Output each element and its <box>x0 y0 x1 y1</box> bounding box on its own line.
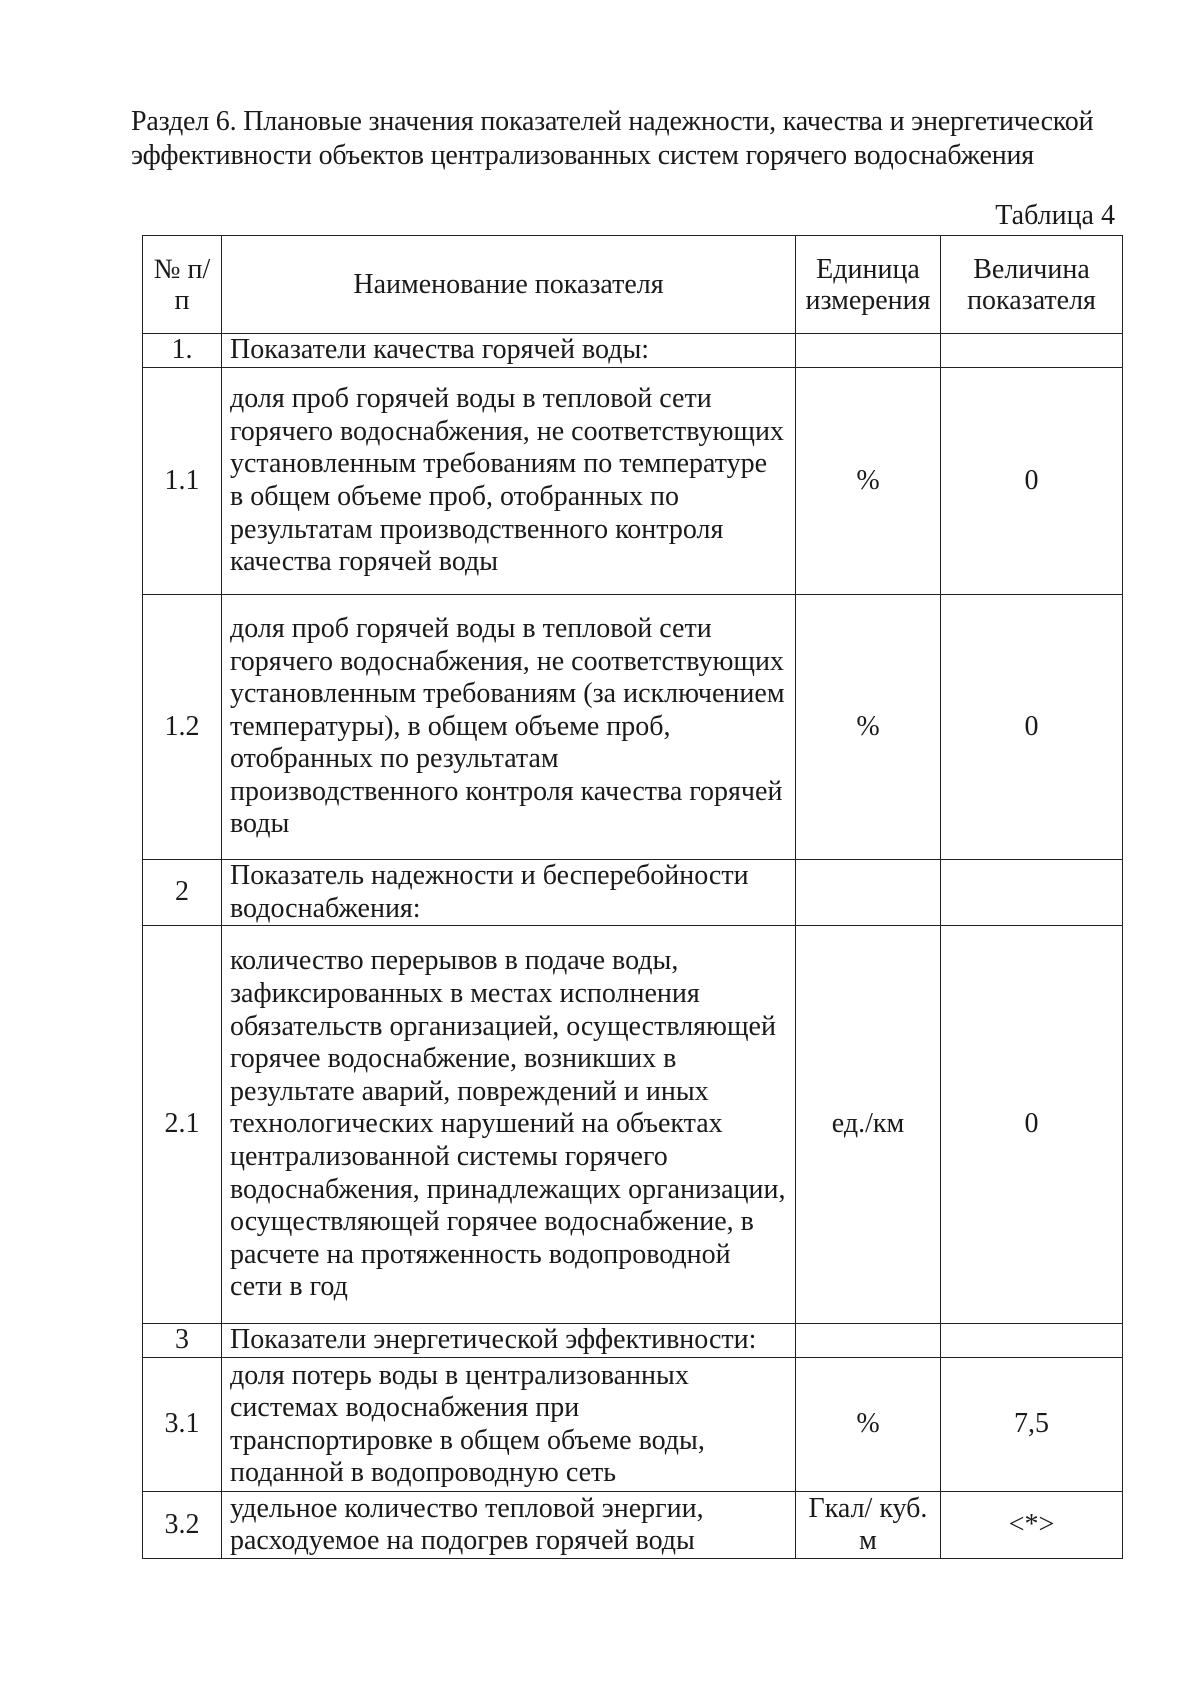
table-row <box>143 334 1123 368</box>
indicator-unit: Гкал/ куб. м <box>796 1492 941 1559</box>
indicator-name: доля проб горячей воды в тепловой сети горячего водоснабжения, не соответствующих установленным требованиям по температуре в общем объеме проб, отобранных по результатам производственного контроля качества горячей воды <box>222 368 796 595</box>
table-number: Таблица 4 <box>995 200 1115 231</box>
row-number: 3 <box>143 1324 222 1358</box>
indicator-unit <box>796 860 941 926</box>
indicator-value: 0 <box>941 368 1123 595</box>
row-number: 1.2 <box>143 595 222 860</box>
table-row <box>143 926 1123 1324</box>
indicator-value: 7,5 <box>941 1358 1123 1492</box>
indicators-table <box>142 235 1123 1559</box>
table-row <box>143 1492 1123 1559</box>
indicator-unit: % <box>796 1358 941 1492</box>
indicator-name: доля проб горячей воды в тепловой сети горячего водоснабжения, не соответствующих установленным требованиям (за исключением температуры), в общем объеме проб, отобранных по результатам производственного контроля качества горячей воды <box>222 595 796 860</box>
table-row <box>143 368 1123 595</box>
section-heading: Раздел 6. Плановые значения показателей надежности, качества и энергетической эффективности объектов централизованных систем горячего водоснабжения <box>131 106 1094 171</box>
indicator-value: 0 <box>941 926 1123 1324</box>
indicator-unit <box>796 1324 941 1358</box>
table-row <box>143 1324 1123 1358</box>
indicator-name: Показатели энергетической эффективности: <box>222 1324 796 1358</box>
indicator-unit: % <box>796 368 941 595</box>
indicator-value <box>941 1324 1123 1358</box>
header-num: № п/п <box>143 236 222 334</box>
table-row <box>143 595 1123 860</box>
row-number: 3.2 <box>143 1492 222 1559</box>
indicator-unit: % <box>796 595 941 860</box>
indicator-unit: ед./км <box>796 926 941 1324</box>
indicator-name: удельное количество тепловой энергии, расходуемое на подогрев горячей воды <box>222 1492 796 1559</box>
header-name: Наименование показателя <box>222 236 796 334</box>
row-number: 2.1 <box>143 926 222 1324</box>
row-number: 3.1 <box>143 1358 222 1492</box>
indicator-name: Показатель надежности и бесперебойности водоснабжения: <box>222 860 796 926</box>
row-number: 1. <box>143 334 222 368</box>
header-value: Величина показателя <box>941 236 1123 334</box>
indicator-unit <box>796 334 941 368</box>
table-header-row <box>143 236 1123 334</box>
indicator-name: Показатели качества горячей воды: <box>222 334 796 368</box>
table-row <box>143 1358 1123 1492</box>
indicator-value: 0 <box>941 595 1123 860</box>
row-number: 2 <box>143 860 222 926</box>
indicator-value: <*> <box>941 1492 1123 1559</box>
header-unit: Единица измерения <box>796 236 941 334</box>
row-number: 1.1 <box>143 368 222 595</box>
table-row <box>143 860 1123 926</box>
indicator-name: доля потерь воды в централизованных системах водоснабжения при транспортировке в общем объеме воды, поданной в водопроводную сеть <box>222 1358 796 1492</box>
indicator-value <box>941 334 1123 368</box>
indicator-name: количество перерывов в подаче воды, зафиксированных в местах исполнения обязательств организацией, осуществляющей горячее водоснабжение, возникших в результате аварий, повреждений и иных технологических нарушений на объектах централизованной системы горячего водоснабжения, принадлежащих организации, осуществляющей горячее водоснабжение, в расчете на протяженность водопроводной сети в год <box>222 926 796 1324</box>
indicator-value <box>941 860 1123 926</box>
